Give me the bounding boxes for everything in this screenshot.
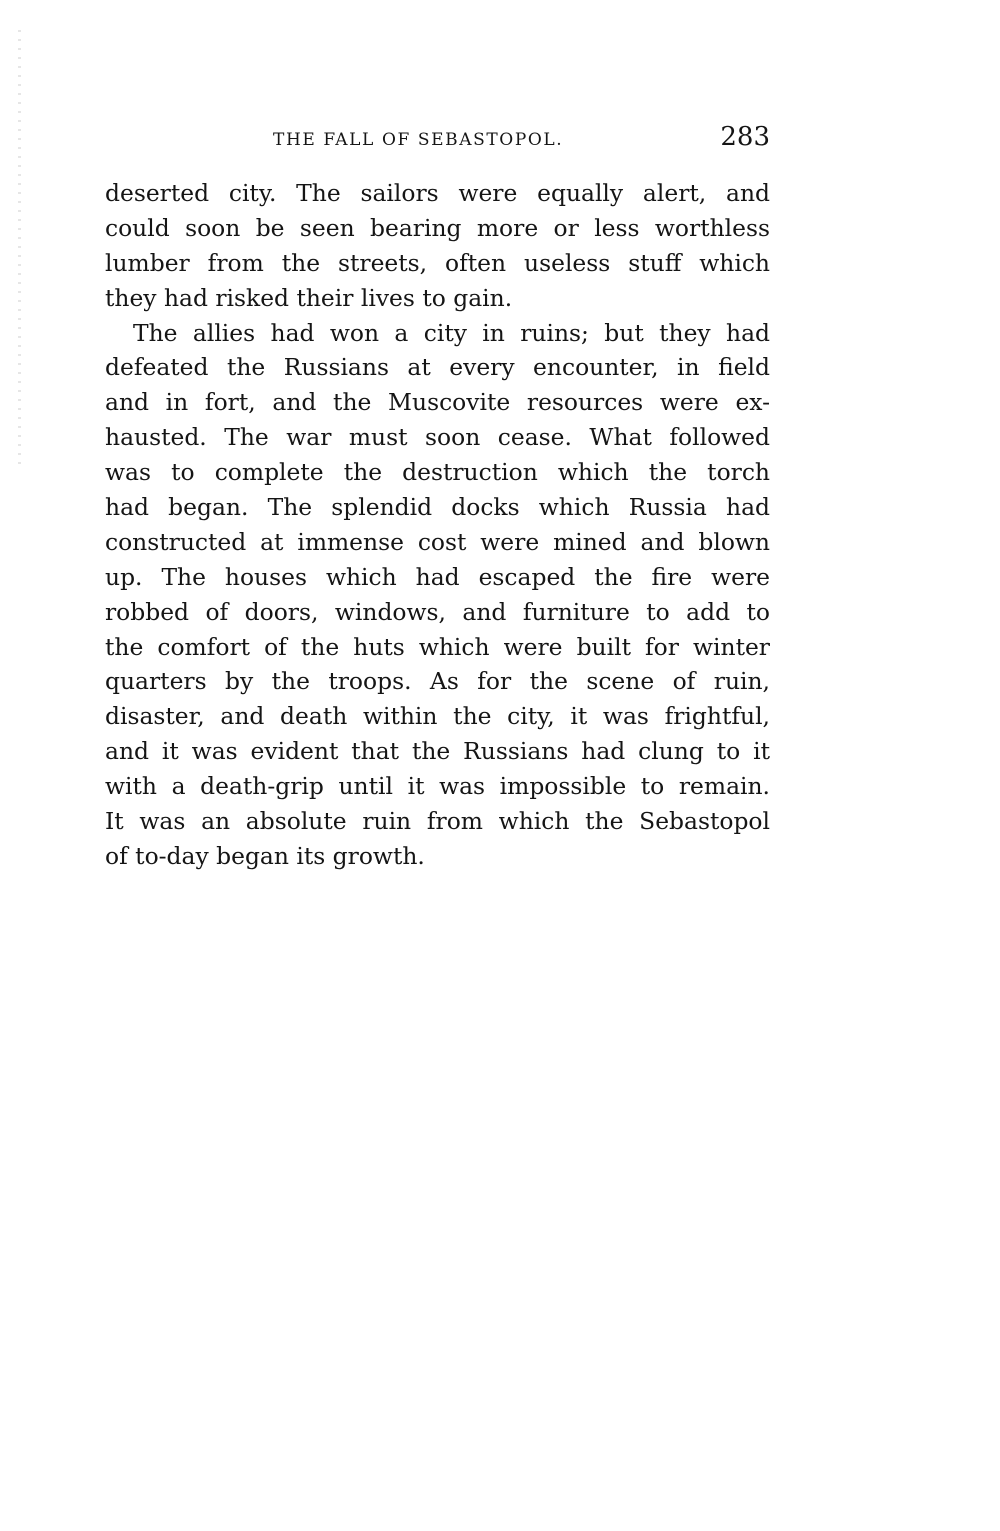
text-line: robbed of doors, windows, and furniture to add to [105,597,770,626]
text-line: defeated the Russians at every encounter, in field [105,353,770,382]
text-line: hausted. The war must soon cease. What followed [105,423,770,452]
text-line: and in fort, and the Muscovite resources were ex- [105,388,770,417]
paragraph-2 [105,316,770,874]
text-line: and it was evident that the Russians had clung to it [105,737,770,766]
page-gutter-speckle [18,30,21,470]
text-line: quarters by the troops. As for the scene of ruin, [105,667,770,696]
text-line: with a death-grip until it was impossible to remain. [105,772,770,801]
text-line: could soon be seen bearing more or less worthless [105,213,770,242]
page-number: 283 [720,122,770,152]
text-line: had began. The splendid docks which Russia had [105,493,770,522]
text-line: was to complete the destruction which the torch [105,458,770,487]
text-line: The allies had won a city in ruins; but they had [133,318,770,347]
text-line: they had risked their lives to gain. [105,283,513,312]
text-line: lumber from the streets, often useless stuff which [105,248,770,277]
text-line: deserted city. The sailors were equally alert, and [105,179,770,207]
paragraph-1 [105,176,770,316]
text-line: up. The houses which had escaped the fire were [105,562,770,591]
body-text [105,176,770,874]
text-line: of to-day began its growth. [105,841,425,870]
text-line: disaster, and death within the city, it was frightful, [105,702,770,731]
running-head [105,122,770,158]
text-line: It was an absolute ruin from which the Sebastopol [105,807,770,836]
text-line: the comfort of the huts which were built for winter [105,632,770,661]
text-line: constructed at immense cost were mined and blown [105,527,770,556]
running-title: THE FALL OF SEBASTOPOL. [273,130,564,150]
